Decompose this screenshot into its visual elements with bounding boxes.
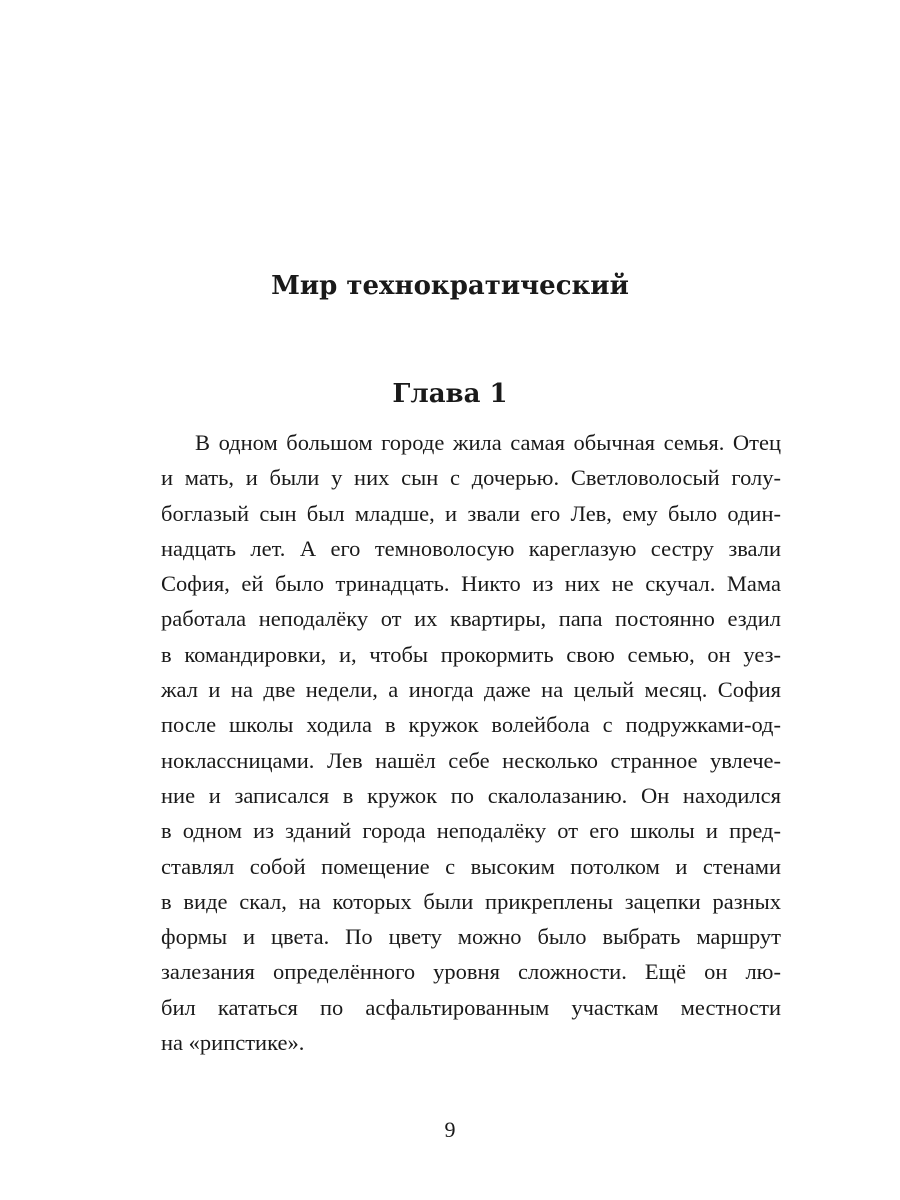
- paragraph-line: и мать, и были у них сын с дочерью. Светловолосый голу-: [161, 465, 781, 491]
- paragraph-line: ние и записался в кружок по скалолазанию. Он находился: [161, 782, 781, 808]
- paragraph-line: бил кататься по асфальтированным участкам местности: [161, 994, 781, 1020]
- paragraph-line: работала неподалёку от их квартиры, папа постоянно ездил: [161, 606, 781, 632]
- chapter-paragraph: [161, 425, 781, 1060]
- paragraph-line: после школы ходила в кружок волейбола с подружками-од-: [161, 712, 781, 738]
- paragraph-line: надцать лет. А его темноволосую кареглазую сестру звали: [161, 535, 781, 561]
- part-title: Мир технократический: [271, 271, 629, 301]
- paragraph-line: в командировки, и, чтобы прокормить свою семью, он уез-: [161, 641, 781, 667]
- paragraph-line: залезания определённого уровня сложности. Ещё он лю-: [161, 959, 781, 985]
- paragraph-line: на «рипстике».: [161, 1030, 305, 1056]
- paragraph-line: формы и цвета. По цвету можно было выбрать маршрут: [161, 924, 781, 950]
- paragraph-line: в одном из зданий города неподалёку от его школы и пред-: [161, 818, 781, 844]
- paragraph-line: ноклассницами. Лев нашёл себе несколько странное увлече-: [161, 747, 781, 773]
- page-number: 9: [444, 1117, 456, 1142]
- paragraph-line: София, ей было тринадцать. Никто из них не скучал. Мама: [161, 571, 781, 597]
- paragraph-line: боглазый сын был младше, и звали его Лев, ему было один-: [161, 500, 781, 526]
- paragraph-line: ставлял собой помещение с высоким потолком и стенами: [161, 853, 781, 879]
- chapter-title: Глава 1: [392, 379, 508, 409]
- paragraph-line: жал и на две недели, а иногда даже на целый месяц. София: [161, 677, 781, 703]
- paragraph-line: в виде скал, на которых были прикреплены зацепки разных: [161, 888, 781, 914]
- paragraph-line: В одном большом городе жила самая обычная семья. Отец: [195, 430, 781, 455]
